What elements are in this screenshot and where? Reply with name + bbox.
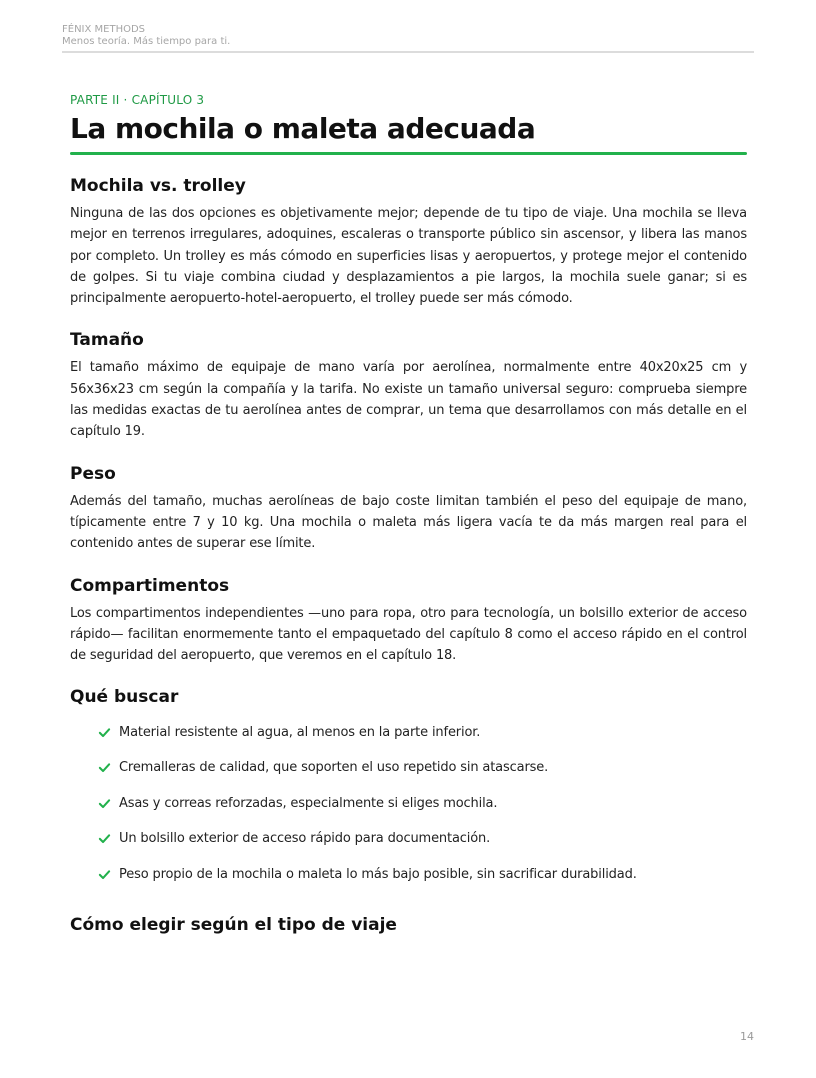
- brand-name: FÉNIX METHODS: [62, 24, 146, 35]
- section-heading: Compartimentos: [70, 575, 230, 596]
- section-heading: Mochila vs. trolley: [70, 176, 246, 196]
- check-icon: [98, 761, 111, 774]
- checklist-item-text: Asas y correas reforzadas, especialmente si eliges mochila.: [119, 795, 498, 811]
- checklist-item-text: Cremalleras de calidad, que soporten el uso repetido sin atascarse.: [119, 760, 549, 776]
- section-como-elegir: [70, 914, 747, 936]
- section-body: Además del tamaño, muchas aerolíneas de bajo coste limitan también el peso del equipaje de mano, típicamente entre 7 y 10 kg. Una mochila o maleta más ligera vacía te da más margen real para el contenido antes de superar ese límite.: [70, 493, 747, 552]
- section-body: Ninguna de las dos opciones es objetivamente mejor; depende de tu tipo de viaje. Una mochila se lleva mejor en terrenos irregulares, adoquines, escaleras o transporte público sin ascensor, y libera las manos por completo. Un trolley es más cómodo en superficies lisas y aeropuertos, y protege mejor el contenido de golpes. Si tu viaje combina ciudad y desplazamientos a pie largos, la mochila suele ganar; si es principalmente aeropuerto-hotel-aeropuerto, el trolley puede ser más cómodo.: [70, 206, 747, 307]
- section-heading: Qué buscar: [70, 687, 179, 708]
- chapter-title: La mochila o maleta adecuada: [70, 112, 536, 145]
- check-icon: [98, 868, 111, 881]
- running-header: [62, 24, 754, 53]
- checklist: [70, 714, 747, 892]
- section-body: El tamaño máximo de equipaje de mano varía por aerolínea, normalmente entre 40x20x25 cm y 56x36x23 cm según la compañía y la tarifa. No existe un tamaño universal seguro: comprueba siempre las medidas exactas de tu aerolínea antes de comprar, un tema que desarrollamos con más detalle en el capítulo 19.: [70, 360, 747, 440]
- section-que-buscar: [70, 686, 747, 892]
- section-heading: Cómo elegir según el tipo de viaje: [70, 914, 397, 935]
- section-heading: Peso: [70, 463, 116, 484]
- checklist-item: [98, 785, 747, 821]
- section-mochila-vs-trolley: [70, 175, 747, 309]
- section-heading: Tamaño: [70, 330, 144, 351]
- check-icon: [98, 797, 111, 810]
- checklist-item-text: Peso propio de la mochila o maleta lo más bajo posible, sin sacrificar durabilidad.: [119, 866, 637, 882]
- checklist-item: [98, 714, 747, 750]
- section-body: Los compartimentos independientes —uno para ropa, otro para tecnología, un bolsillo exterior de acceso rápido— facilitan enormemente tanto el empaquetado del capítulo 8 como el acceso rápido en el control de seguridad del aeropuerto, que veremos en el capítulo 18.: [70, 605, 747, 664]
- brand-tagline: Menos teoría. Más tiempo para ti.: [62, 36, 231, 47]
- checklist-item: [98, 750, 747, 786]
- section-compartimentos: [70, 575, 747, 667]
- checklist-item-text: Material resistente al agua, al menos en la parte inferior.: [119, 724, 481, 740]
- checklist-item: [98, 856, 747, 892]
- page-content: [70, 92, 747, 942]
- section-peso: [70, 463, 747, 555]
- check-icon: [98, 832, 111, 845]
- section-tamano: [70, 329, 747, 442]
- page-number: 14: [740, 1030, 754, 1043]
- title-underline: [70, 152, 747, 155]
- chapter-eyebrow: PARTE II · CAPÍTULO 3: [70, 93, 205, 107]
- check-icon: [98, 726, 111, 739]
- checklist-item-text: Un bolsillo exterior de acceso rápido para documentación.: [119, 831, 491, 847]
- checklist-item: [98, 821, 747, 857]
